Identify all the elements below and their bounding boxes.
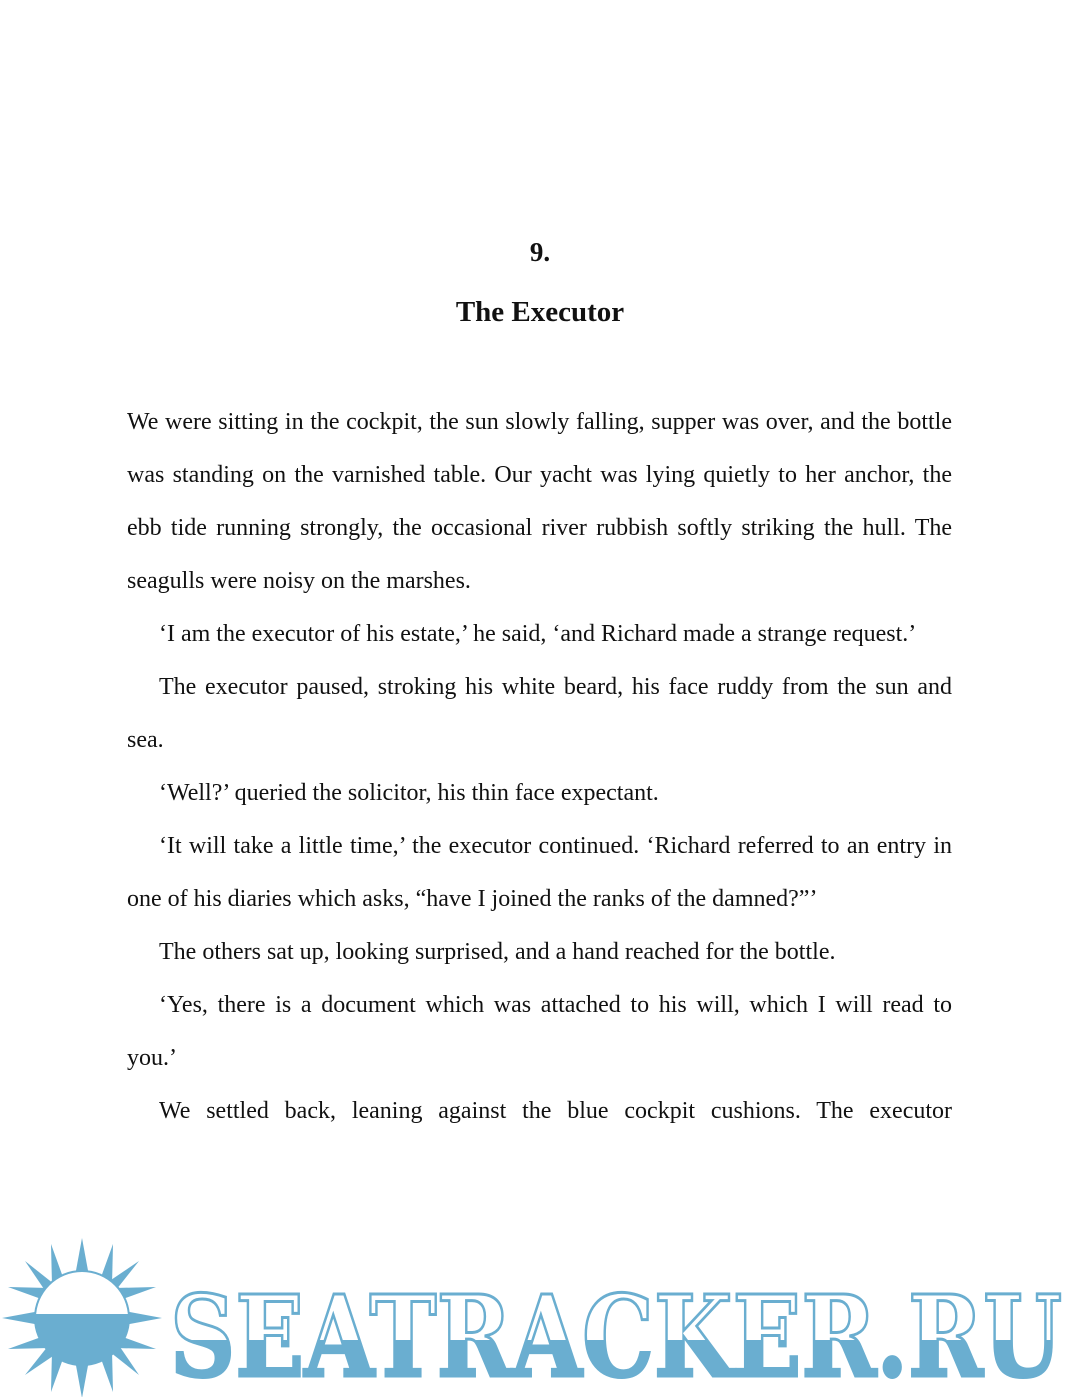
sun-logo-icon xyxy=(2,1238,162,1397)
watermark xyxy=(0,1236,1080,1397)
paragraph: We were sitting in the cockpit, the sun slowly falling, supper was over, and the bottle was standing on the varnished table. Our yacht was lying quietly to her anchor, the ebb tide running strongly, the occasional river rubbish softly striking the hull. The seagulls were noisy on the marshes. xyxy=(127,409,952,594)
chapter-body xyxy=(127,396,952,1138)
paragraph: ‘Well?’ queried the solicitor, his thin face expectant. xyxy=(159,780,659,806)
paragraph: The others sat up, looking surprised, and a hand reached for the bottle. xyxy=(159,939,836,965)
chapter-title: The Executor xyxy=(455,296,625,328)
paragraph: We settled back, leaning against the blue cockpit cushions. The executor xyxy=(159,1098,952,1124)
paragraph: ‘It will take a little time,’ the executor continued. ‘Richard referred to an entry in one of his diaries which asks, “have I joined the ranks of the damned?”’ xyxy=(127,833,952,912)
paragraph: The executor paused, stroking his white beard, his face ruddy from the sun and sea. xyxy=(127,674,952,753)
paragraph: ‘Yes, there is a document which was attached to his will, which I will read to you.’ xyxy=(127,992,952,1071)
watermark-text: SEATRACKER.RU xyxy=(170,1272,1062,1397)
chapter-number: 9. xyxy=(529,237,551,267)
paragraph: ‘I am the executor of his estate,’ he said, ‘and Richard made a strange request.’ xyxy=(159,621,917,647)
